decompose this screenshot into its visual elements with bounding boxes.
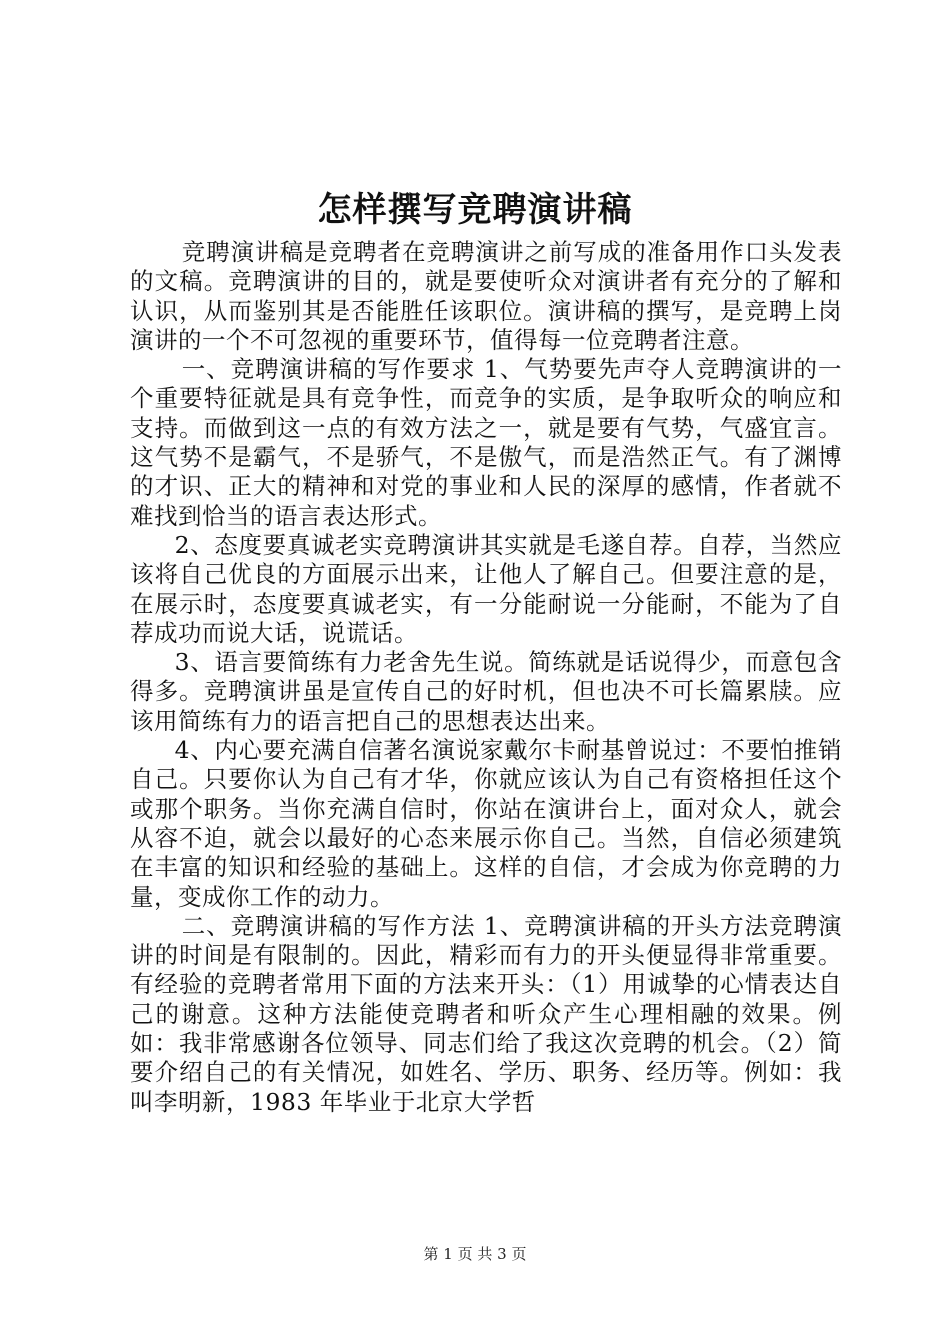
page-footer: 第 1 页 共 3 页: [423, 1245, 527, 1263]
paragraph-language: 3、语言要简练有力老舍先生说。简练就是话说得少，而意包含得多。竞聘演讲虽是宣传自己的好时机，但也决不可长篇累牍。应该用简练有力的语言把自己的思想表达出来。: [130, 648, 842, 735]
page-title: 怎样撰写竞聘演讲稿: [317, 190, 633, 230]
paragraph-confidence: 4、内心要充满自信著名演说家戴尔卡耐基曾说过：不要怕推销自己。只要你认为自己有才华，你就应该认为自己有资格担任这个或那个职务。当你充满自信时，你站在演讲台上，面对众人，就会从容不迫，就会以最好的心态来展示你自己。当然，自信必须建筑在丰富的知识和经验的基础上。这样的自信，才会成为你竞聘的力量，变成你工作的动力。: [130, 736, 842, 911]
paragraph-attitude: 2、态度要真诚老实竞聘演讲其实就是毛遂自荐。自荐，当然应该将自己优良的方面展示出来，让他人了解自己。但要注意的是，在展示时，态度要真诚老实，有一分能耐说一分能耐，不能为了自荐成功而说大话，说谎话。: [130, 530, 842, 647]
document-body: [130, 238, 842, 1117]
paragraph-requirements: 一、竞聘演讲稿的写作要求 1、气势要先声夺人竞聘演讲的一个重要特征就是具有竞争性，而竞争的实质，是争取听众的响应和支持。而做到这一点的有效方法之一，就是要有气势，气盛宜言。这气势不是霸气，不是骄气，不是傲气，而是浩然正气。有了渊博的才识、正大的精神和对党的事业和人民的深厚的感情，作者就不难找到恰当的语言表达形式。: [130, 355, 842, 530]
paragraph-methods: 二、竞聘演讲稿的写作方法 1、竞聘演讲稿的开头方法竞聘演讲的时间是有限制的。因此，精彩而有力的开头便显得非常重要。有经验的竞聘者常用下面的方法来开头：（1）用诚挚的心情表达自己的谢意。这种方法能使竞聘者和听众产生心理相融的效果。例如：我非常感谢各位领导、同志们给了我这次竞聘的机会。（2）简要介绍自己的有关情况，如姓名、学历、职务、经历等。例如：我叫李明新，1983 年毕业于北京大学哲: [130, 911, 842, 1116]
paragraph-intro: 竞聘演讲稿是竞聘者在竞聘演讲之前写成的准备用作口头发表的文稿。竞聘演讲的目的，就是要使听众对演讲者有充分的了解和认识，从而鉴别其是否能胜任该职位。演讲稿的撰写，是竞聘上岗演讲的一个不可忽视的重要环节，值得每一位竞聘者注意。: [130, 238, 842, 354]
